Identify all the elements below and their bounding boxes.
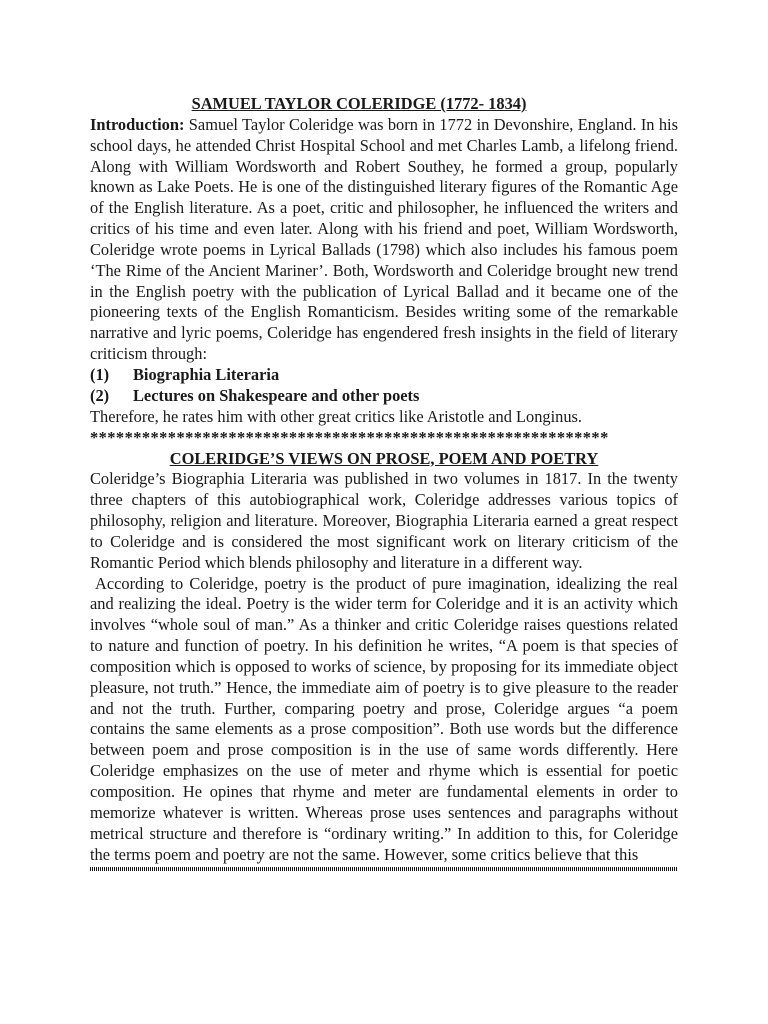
asterisk-separator: ************************************************************ <box>90 427 609 447</box>
list-item-number: (2) <box>90 385 110 405</box>
intro-label: Introduction: <box>90 114 185 134</box>
list-item-title: Lectures on Shakespeare and other poets <box>133 385 420 405</box>
list-item <box>90 365 678 386</box>
document-page <box>90 94 678 871</box>
section-heading: COLERIDGE’S VIEWS ON PROSE, POEM AND POETRY <box>169 448 599 468</box>
intro-paragraph <box>90 115 678 365</box>
body-paragraph: Coleridge’s Biographia Literaria was published in two volumes in 1817. In the twenty three chapters of this autobiographical work, Coleridge addresses various topics of philosophy, religion and literature. Moreover, Biographia Literaria earned a great respect to Coleridge and is considered the most significant work on literary criticism of the Romantic Period which blends philosophy and literature in a different way. <box>90 469 678 572</box>
list-item-number: (1) <box>90 364 110 384</box>
intro-text: Samuel Taylor Coleridge was born in 1772 in Devonshire, England. In his school days, he attended Christ Hospital School and met Charles Lamb, a lifelong friend. Along with William Wordsworth and Robert Southey, he formed a group, popularly known as Lake Poets. He is one of the distinguished literary figures of the Romantic Age of the English literature. As a poet, critic and philosopher, he influenced the writers and critics of his time and even later. Along with his friend and poet, William Wordsworth, Coleridge wrote poems in Lyrical Ballads (1798) which also includes his famous poem ‘The Rime of the Ancient Mariner’. Both, Wordsworth and Coleridge brought new trend in the English poetry with the publication of Lyrical Ballad and it became one of the pioneering texts of the English Romanticism. Besides writing some of the remarkable narrative and lyric poems, Coleridge has engendered fresh insights in the field of literary criticism through: <box>90 114 678 364</box>
body-paragraph: According to Coleridge, poetry is the product of pure imagination, idealizing the real and realizing the ideal. Poetry is the wider term for Coleridge and it is an activity which involves “whole soul of man.” As a thinker and critic Coleridge raises questions related to nature and function of poetry. In his definition he writes, “A poem is that species of composition which is opposed to works of science, by proposing for its immediate object pleasure, not truth.” Hence, the immediate aim of poetry is to give pleasure to the reader and not the truth. Further, comparing poetry and prose, Coleridge argues “a poem contains the same elements as a prose composition”. Both use words but the difference between poem and prose composition is in the use of same words differently. Here Coleridge emphasizes on the use of meter and rhyme which is essential for poetic composition. He opines that rhyme and meter are fundamental elements in order to memorize whatever is written. Whereas prose uses sentences and paragraphs without metrical structure and therefore is “ordinary writing.” In addition to this, for Coleridge the terms poem and poetry are not the same. However, some critics believe that this <box>90 573 678 864</box>
list-item-title: Biographia Literaria <box>133 364 280 384</box>
page-bottom-rule <box>90 867 678 871</box>
conclusion-text: Therefore, he rates him with other great critics like Aristotle and Longinus. <box>90 406 583 426</box>
list-item <box>90 386 678 407</box>
works-list <box>90 365 678 407</box>
page-title: SAMUEL TAYLOR COLERIDGE (1772- 1834) <box>191 94 527 113</box>
